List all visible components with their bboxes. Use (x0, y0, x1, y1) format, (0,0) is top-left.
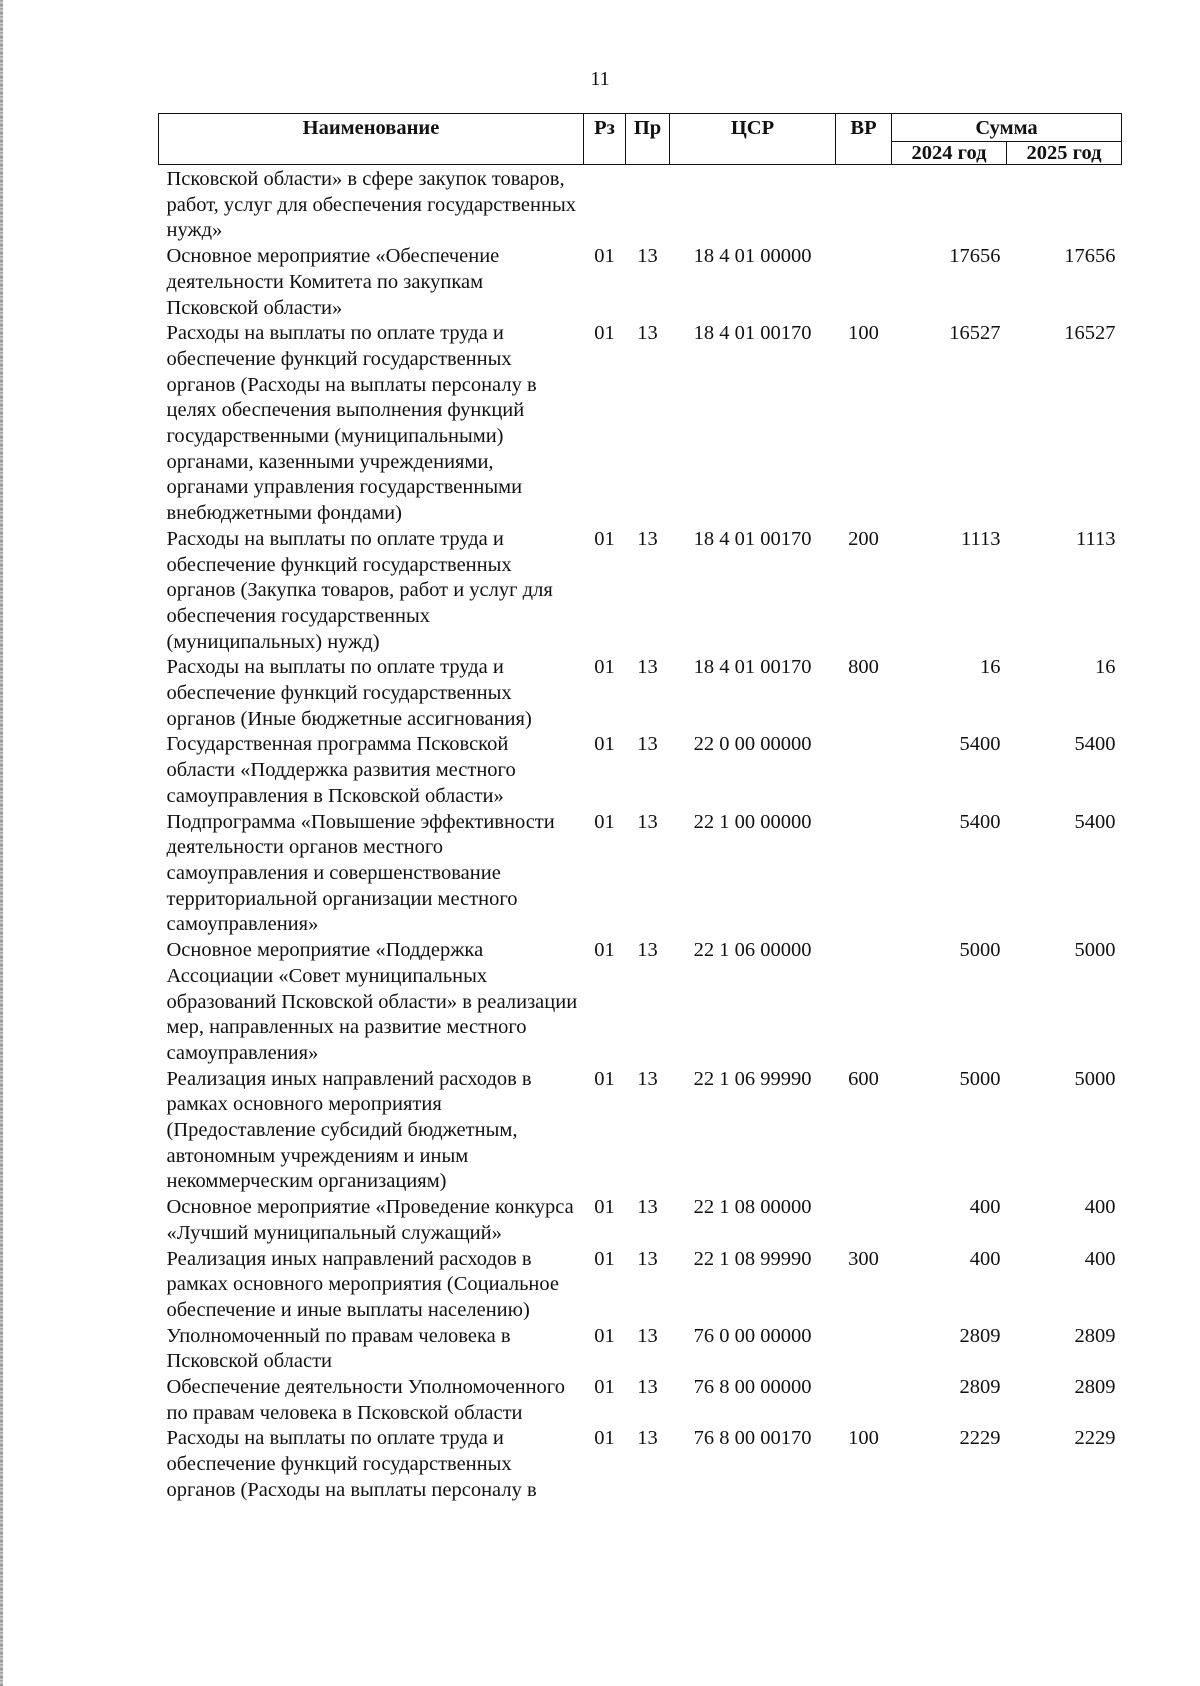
row-sum-2025: 17656 (1064, 245, 1116, 268)
row-csr: 18 4 01 00170 (693, 656, 812, 679)
row-rz: 01 (594, 1067, 615, 1090)
table-row (159, 165, 1122, 245)
row-vr (836, 1324, 892, 1375)
row-vr (836, 165, 892, 245)
row-sum-2024: 1113 (961, 527, 1001, 550)
header-rz: Рз (584, 114, 626, 165)
table-row (159, 1426, 1122, 1503)
row-sum-2024: 5400 (959, 733, 1001, 756)
row-name: Обеспечение деятельности Уполномоченного по правам человека в Псковской области (166, 1376, 565, 1424)
row-vr (836, 244, 892, 321)
row-sum-2024: 16527 (949, 322, 1001, 345)
header-vr: ВР (836, 114, 892, 165)
row-pr: 13 (637, 527, 658, 550)
row-sum-2024: 400 (969, 1247, 1001, 1270)
row-pr: 13 (637, 1427, 658, 1450)
row-sum-2025: 2229 (1074, 1427, 1116, 1450)
row-rz: 01 (594, 1427, 615, 1450)
row-name: Реализация иных направлений расходов в рамках основного мероприятия (Предоставление субсидий бюджетным, автономным учреждениям и иным некоммерческим организациям) (166, 1067, 532, 1193)
row-rz: 01 (594, 1324, 615, 1347)
row-name: Подпрограмма «Повышение эффективности деятельности органов местного самоуправления и совершенствование территориальной организации местного самоуправления» (166, 810, 555, 936)
row-rz (584, 165, 626, 245)
row-name: Расходы на выплаты по оплате труда и обеспечение функций государственных органов (Иные бюджетные ассигнования) (166, 656, 532, 730)
header-csr: ЦСР (670, 114, 836, 165)
table-row (159, 244, 1122, 321)
row-sum-2024: 2229 (959, 1427, 1001, 1450)
row-sum-2024: 2809 (959, 1376, 1001, 1399)
row-pr: 13 (637, 939, 658, 962)
row-sum-2024: 17656 (949, 245, 1001, 268)
table-row (159, 1324, 1122, 1375)
row-sum-2025: 5400 (1074, 810, 1116, 833)
row-name: Основное мероприятие «Проведение конкурса «Лучший муниципальный служащий» (166, 1196, 574, 1244)
row-vr (836, 1195, 892, 1246)
table-row (159, 1247, 1122, 1324)
row-name: Уполномоченный по правам человека в Псковской области (166, 1324, 511, 1373)
row-sum-2024 (892, 165, 1007, 245)
row-rz: 01 (594, 1196, 615, 1219)
row-pr: 13 (637, 322, 658, 345)
table-row (159, 1195, 1122, 1246)
header-year-2024: 2024 год (892, 142, 1007, 165)
row-rz: 01 (594, 245, 615, 268)
row-vr: 100 (848, 1427, 879, 1450)
row-csr: 76 8 00 00000 (693, 1376, 812, 1399)
header-name: Наименование (159, 114, 584, 165)
header-pr: Пр (626, 114, 670, 165)
row-csr: 18 4 01 00170 (693, 322, 812, 345)
table-row (159, 1375, 1122, 1426)
row-csr: 22 1 08 00000 (693, 1196, 812, 1219)
row-rz: 01 (594, 1247, 615, 1270)
row-sum-2024: 5000 (959, 939, 1001, 962)
row-pr: 13 (637, 656, 658, 679)
row-vr: 200 (848, 527, 879, 550)
table-body (159, 165, 1122, 1504)
row-csr: 22 1 08 99990 (693, 1247, 812, 1270)
row-pr (626, 165, 670, 245)
row-sum-2025: 400 (1084, 1247, 1116, 1270)
budget-table (158, 113, 1122, 1504)
row-vr: 800 (848, 656, 879, 679)
row-sum-2025: 16527 (1064, 322, 1116, 345)
row-csr: 22 1 06 00000 (693, 939, 812, 962)
table-row (159, 321, 1122, 527)
row-csr: 76 8 00 00170 (693, 1427, 812, 1450)
row-pr: 13 (637, 1196, 658, 1219)
row-sum-2024: 16 (980, 656, 1001, 679)
row-sum-2025: 5000 (1074, 1067, 1116, 1090)
row-pr: 13 (637, 1247, 658, 1270)
row-sum-2025: 400 (1084, 1196, 1116, 1219)
row-sum-2025 (1007, 165, 1122, 245)
table-row (159, 732, 1122, 809)
row-sum-2024: 5000 (959, 1067, 1001, 1090)
row-sum-2025: 5400 (1074, 733, 1116, 756)
row-rz: 01 (594, 939, 615, 962)
row-name: Основное мероприятие «Обеспечение деятельности Комитета по закупкам Псковской области» (166, 245, 500, 319)
row-rz: 01 (594, 1376, 615, 1399)
row-rz: 01 (594, 656, 615, 679)
row-rz: 01 (594, 733, 615, 756)
row-pr: 13 (637, 1324, 658, 1347)
row-sum-2025: 16 (1095, 656, 1116, 679)
row-sum-2025: 2809 (1074, 1324, 1116, 1347)
table-header (159, 114, 1122, 165)
row-sum-2024: 2809 (959, 1324, 1001, 1347)
row-vr: 100 (848, 322, 879, 345)
row-vr (836, 810, 892, 939)
row-vr (836, 1375, 892, 1426)
row-pr: 13 (637, 245, 658, 268)
row-csr: 22 1 00 00000 (693, 810, 812, 833)
table-row (159, 1067, 1122, 1196)
row-sum-2025: 5000 (1074, 939, 1116, 962)
row-csr: 18 4 01 00170 (693, 527, 812, 550)
row-sum-2025: 2809 (1074, 1376, 1116, 1399)
row-rz: 01 (594, 810, 615, 833)
page-number: 11 (590, 68, 610, 90)
row-rz: 01 (594, 322, 615, 345)
row-rz: 01 (594, 527, 615, 550)
row-name: Основное мероприятие «Поддержка Ассоциации «Совет муниципальных образований Псковской области» в реализации мер, направленных на развитие местного самоуправления» (166, 939, 578, 1064)
row-name: Государственная программа Псковской области «Поддержка развития местного самоуправления в Псковской области» (166, 733, 516, 807)
row-vr: 300 (848, 1247, 879, 1270)
row-csr (670, 165, 836, 245)
header-year-2025: 2025 год (1007, 142, 1122, 165)
row-pr: 13 (637, 1067, 658, 1090)
row-vr (836, 732, 892, 809)
row-csr: 22 1 06 99990 (693, 1067, 812, 1090)
row-name: Псковской области» в сфере закупок товаров, работ, услуг для обеспечения государственных нужд» (166, 168, 576, 242)
row-pr: 13 (637, 810, 658, 833)
row-sum-2024: 5400 (959, 810, 1001, 833)
table-row (159, 810, 1122, 939)
row-name: Расходы на выплаты по оплате труда и обеспечение функций государственных органов (Закупка товаров, работ и услуг для обеспечения государственных (муниципальных) нужд) (166, 527, 553, 653)
table-row (159, 938, 1122, 1067)
row-name: Расходы на выплаты по оплате труда и обеспечение функций государственных органов (Расходы на выплаты персоналу в (166, 1427, 537, 1501)
row-sum-2025: 1113 (1076, 527, 1116, 550)
row-name: Реализация иных направлений расходов в рамках основного мероприятия (Социальное обеспечение и иные выплаты населению) (166, 1247, 559, 1321)
row-csr: 18 4 01 00000 (693, 245, 812, 268)
header-sum: Сумма (892, 114, 1122, 142)
table-row (159, 527, 1122, 656)
row-sum-2024: 400 (969, 1196, 1001, 1219)
table-row (159, 655, 1122, 732)
row-csr: 76 0 00 00000 (693, 1324, 812, 1347)
row-csr: 22 0 00 00000 (693, 733, 812, 756)
row-vr (836, 938, 892, 1067)
row-pr: 13 (637, 733, 658, 756)
row-name: Расходы на выплаты по оплате труда и обеспечение функций государственных органов (Расходы на выплаты персоналу в целях обеспечения выполнения функций государственными (муниципальными) органами, казенными учреждениями, органами управления государственными внебюджетными фондами) (166, 322, 537, 525)
scan-edge-artifact (0, 0, 3, 1686)
row-vr: 600 (848, 1067, 879, 1090)
row-pr: 13 (637, 1376, 658, 1399)
